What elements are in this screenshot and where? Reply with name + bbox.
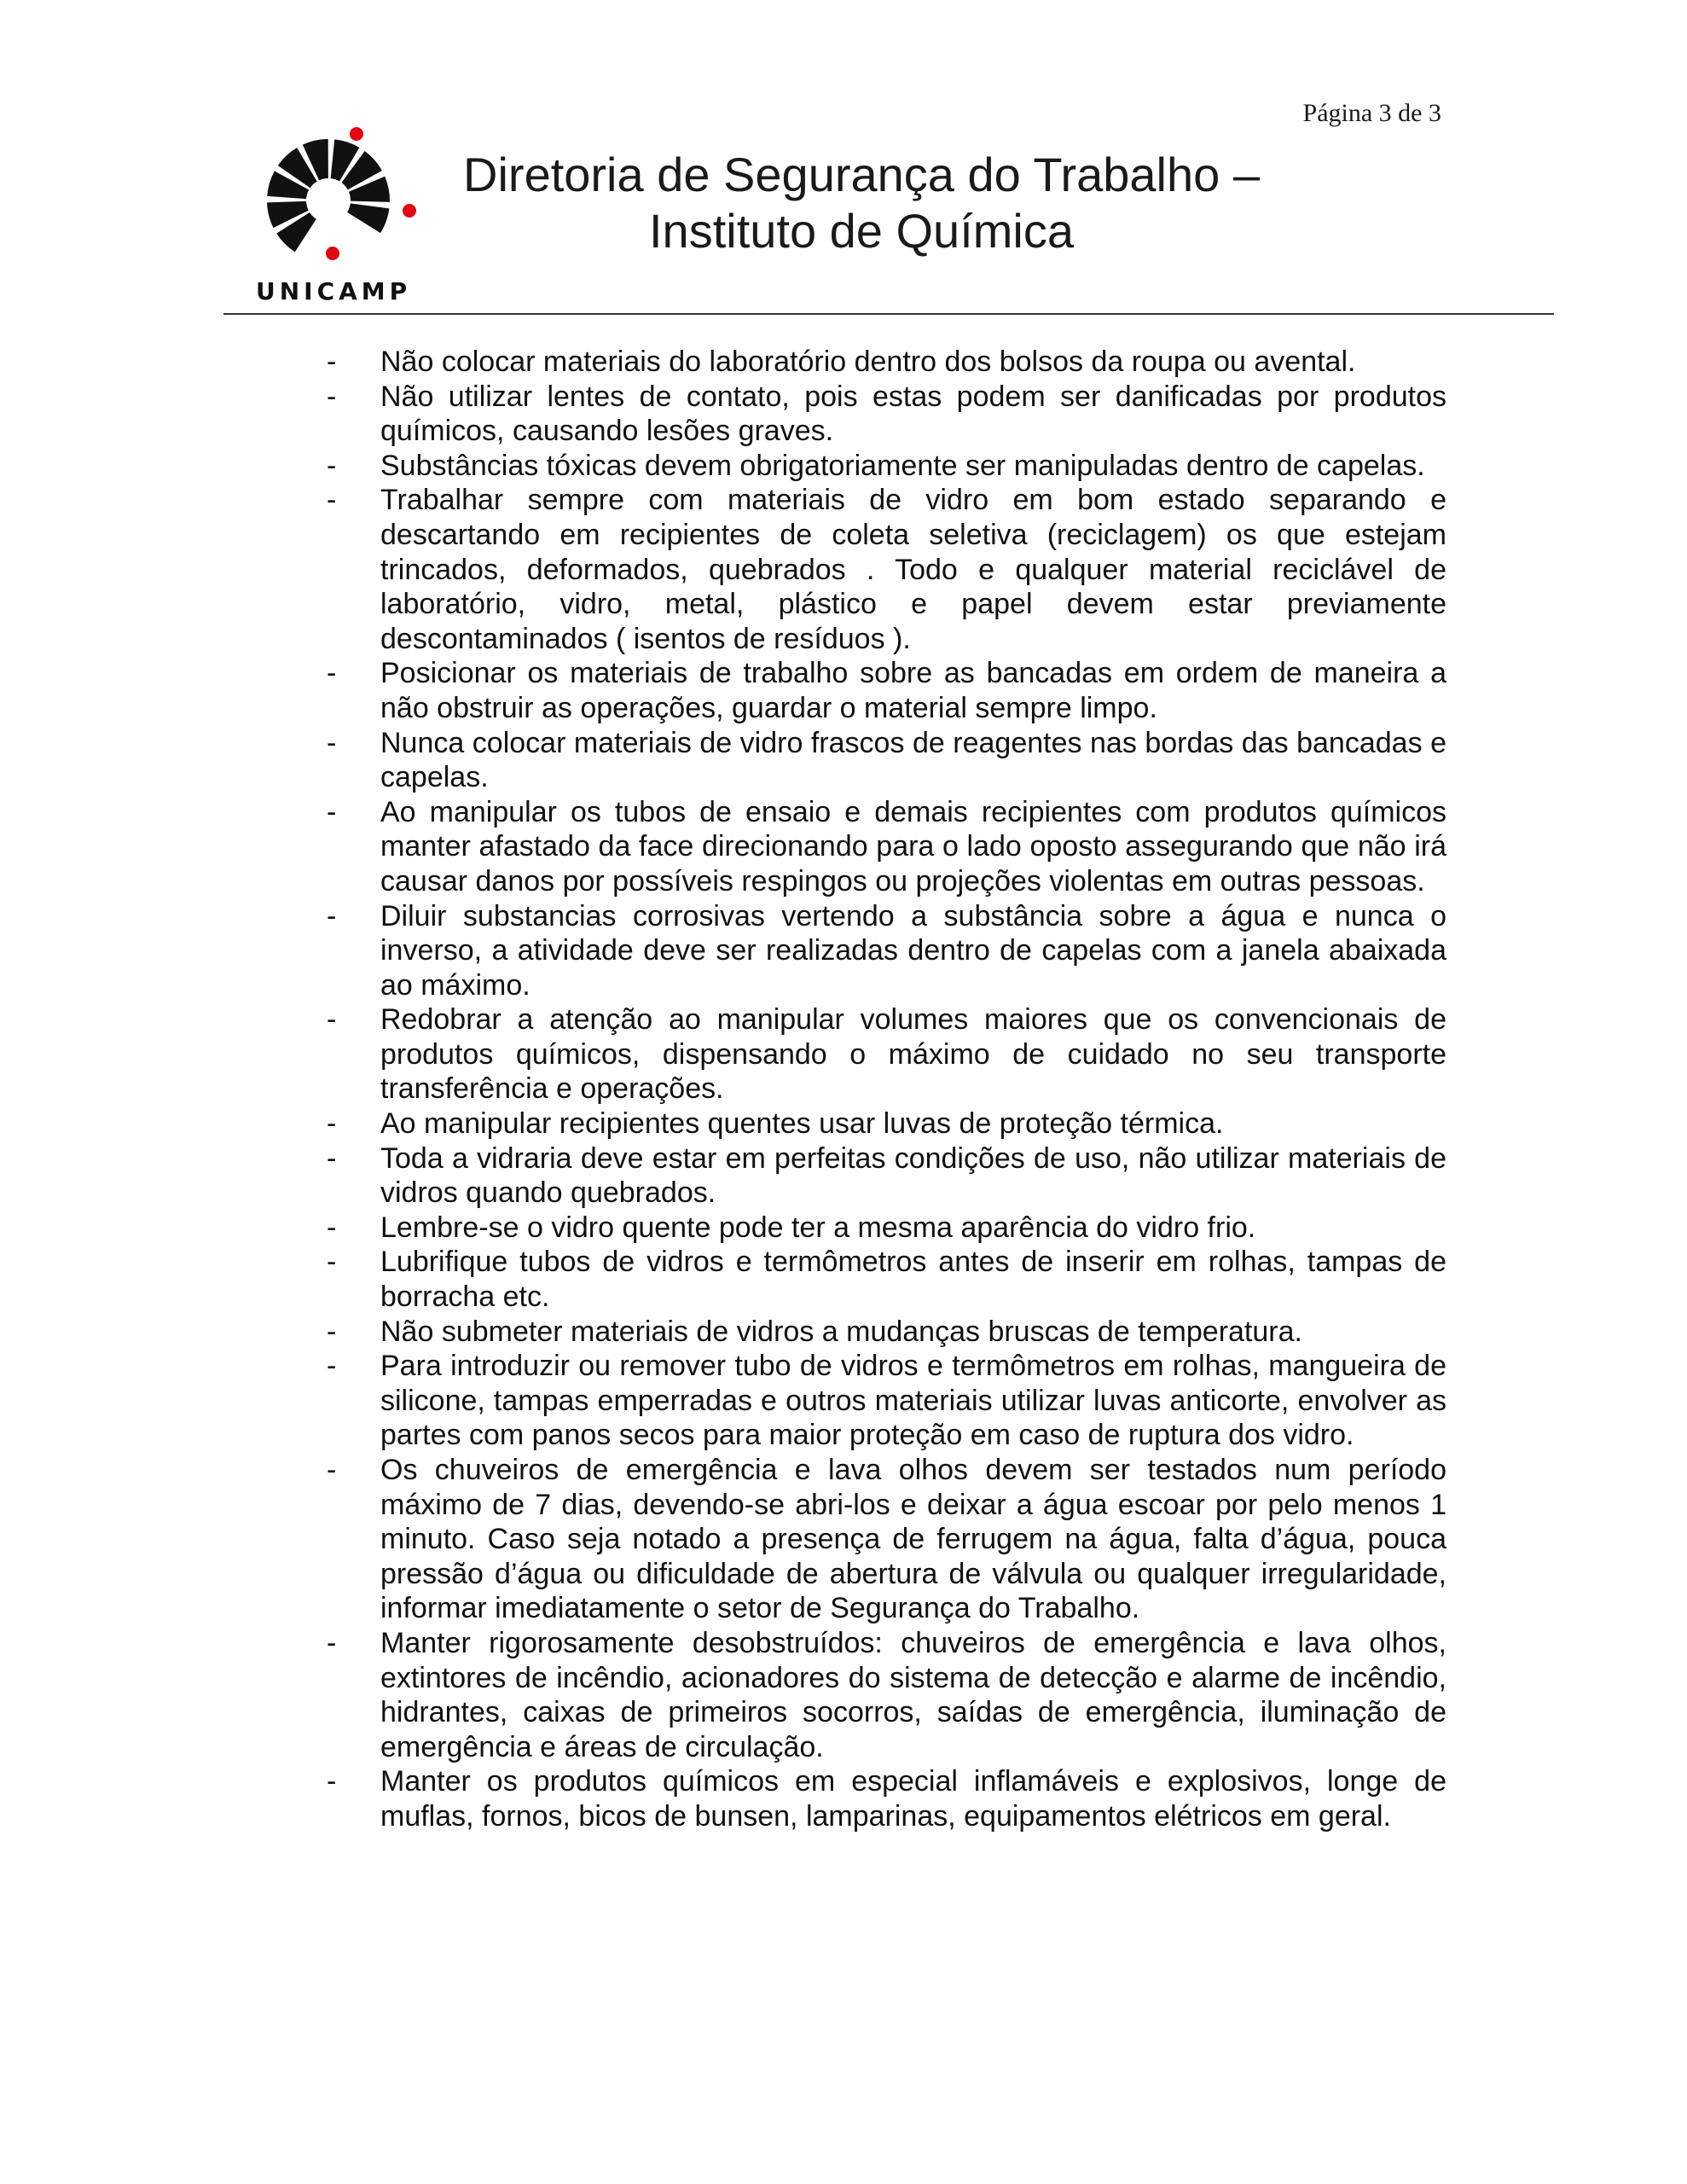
list-item [324,1764,1446,1833]
list-item-text: Lembre-se o vidro quente pode ter a mesma aparência do vidro frio. [380,1211,1256,1244]
bullet-dash: - [327,726,337,759]
page-header-title [443,147,1279,259]
logo-wordmark: UNICAMP [256,277,412,305]
unicamp-emblem-icon [247,124,435,273]
bullet-dash: - [327,795,337,828]
bullet-dash: - [327,1211,337,1244]
logo-dot-right [403,204,416,218]
list-item [324,899,1446,1003]
bullet-dash: - [327,380,337,413]
list-item [324,449,1446,484]
list-item [324,1141,1446,1211]
unicamp-logo [247,124,435,320]
bullet-dash: - [327,1626,337,1659]
list-item-text: Redobrar a atenção ao manipular volumes maiores que os convencionais de produtos químicos, dispensando o máximo de cuidado no seu transporte transferência e operações. [380,1003,1446,1106]
bullet-dash: - [327,1315,337,1348]
bullet-dash: - [327,657,337,690]
list-item [324,656,1446,725]
list-item-text: Não submeter materiais de vidros a mudanças bruscas de temperatura. [380,1315,1302,1348]
list-item [324,345,1446,380]
header-title-line-2: Instituto de Química [648,204,1074,258]
list-item-text: Manter os produtos químicos em especial inflamáveis e explosivos, longe de muflas, fornos, bicos de bunsen, lamparinas, equipamentos elétricos em geral. [380,1765,1446,1833]
list-item-text: Não colocar materiais do laboratório dentro dos bolsos da roupa ou avental. [380,346,1356,378]
list-item [324,1626,1446,1764]
list-item-text: Manter rigorosamente desobstruídos: chuveiros de emergência e lava olhos, extintores de incêndio, acionadores do sistema de detecção e alarme de incêndio, hidrantes, caixas de primeiros socorros, saídas de emergência, iluminação de emergência e áreas de circulação. [380,1626,1446,1763]
bullet-dash: - [327,899,337,932]
bullet-dash: - [327,1765,337,1798]
list-item [324,1245,1446,1314]
bullet-dash: - [327,1454,337,1486]
list-item [324,1211,1446,1246]
bullet-dash: - [327,1246,337,1279]
bullet-dash: - [327,1350,337,1383]
list-item-text: Diluir substancias corrosivas vertendo a substância sobre a água e nunca o inverso, a atividade deve ser realizadas dentro de capelas com a janela abaixada ao máximo. [380,899,1446,1002]
list-item-text: Posicionar os materiais de trabalho sobre as bancadas em ordem de maneira a não obstruir as operações, guardar o material sempre limpo. [380,657,1446,724]
list-item-text: Trabalhar sempre com materiais de vidro em bom estado separando e descartando em recipientes de coleta seletiva (reciclagem) os que estejam trincados, deformados, quebrados . Todo e qualquer material reciclável de laboratório, vidro, metal, plástico e papel devem estar previamente descontaminados ( isentos de resíduos ). [380,484,1446,655]
header-divider [223,313,1554,315]
page-number: Página 3 de 3 [1302,99,1441,127]
logo-dot-top [350,127,363,141]
list-item-text: Lubrifique tubos de vidros e termômetros antes de inserir em rolhas, tampas de borracha etc. [380,1246,1446,1314]
list-item [324,380,1446,449]
list-item-text: Não utilizar lentes de contato, pois estas podem ser danificadas por produtos químicos, causando lesões graves. [380,380,1446,448]
list-item-text: Substâncias tóxicas devem obrigatoriamente ser manipuladas dentro de capelas. [380,449,1425,482]
bullet-dash: - [327,1003,337,1037]
list-item [324,726,1446,795]
bullet-dash: - [327,346,337,378]
logo-dot-bottom [326,247,339,260]
list-item [324,795,1446,899]
emblem-ray [347,203,389,233]
list-item [324,1453,1446,1626]
list-item-text: Nunca colocar materiais de vidro frascos de reagentes nas bordas das bancadas e capelas. [380,726,1446,794]
list-item-text: Para introduzir ou remover tubo de vidros e termômetros em rolhas, mangueira de silicone, tampas emperradas e outros materiais utilizar luvas anticorte, envolver as partes com panos secos para maior proteção em caso de ruptura dos vidro. [380,1350,1446,1452]
list-item-text: Ao manipular os tubos de ensaio e demais recipientes com produtos químicos manter afastado da face direcionando para o lado oposto assegurando que não irá causar danos por possíveis respingos ou projeções violentas em outras pessoas. [380,795,1446,897]
safety-rules-list [324,345,1446,1834]
list-item-text: Toda a vidraria deve estar em perfeitas condições de uso, não utilizar materiais de vidros quando quebrados. [380,1141,1446,1210]
bullet-dash: - [327,1141,337,1175]
bullet-dash: - [327,449,337,482]
list-item-text: Os chuveiros de emergência e lava olhos devem ser testados num período máximo de 7 dias, devendo-se abri-los e deixar a água escoar por pelo menos 1 minuto. Caso seja notado a presença de ferrugem na água, falta d’água, pouca pressão d’água ou dificuldade de abertura de válvula ou qualquer irregularidade, informar imediatamente o setor de Segurança do Trabalho. [380,1454,1446,1625]
document-body [324,345,1446,1834]
list-item [324,483,1446,656]
list-item [324,1349,1446,1453]
list-item-text: Ao manipular recipientes quentes usar luvas de proteção térmica. [380,1107,1224,1141]
list-item [324,1315,1446,1350]
header-title-line-1: Diretoria de Segurança do Trabalho – [463,148,1260,201]
list-item [324,1002,1446,1107]
list-item [324,1107,1446,1141]
bullet-dash: - [327,1107,337,1141]
bullet-dash: - [327,484,337,517]
